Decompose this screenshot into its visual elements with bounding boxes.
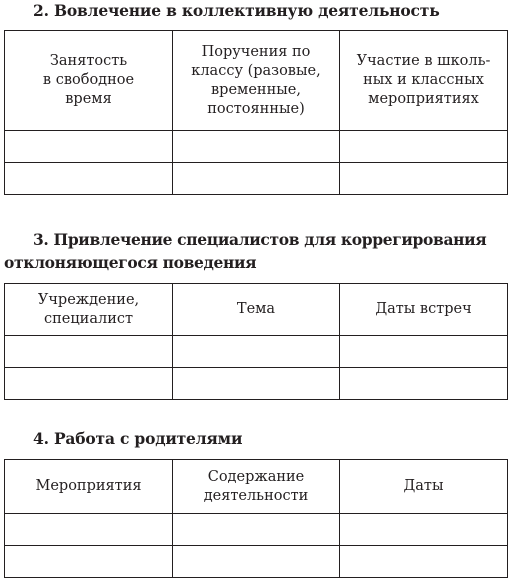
table-cell[interactable] <box>173 131 340 163</box>
table-cell[interactable] <box>5 368 173 400</box>
section-3-heading: 3. Привлечение специалистов для коррегирования отклоняющегося поведения <box>4 230 487 272</box>
column-header-institution: Учреждение, специалист <box>5 284 173 336</box>
column-header-dates: Даты <box>340 460 508 514</box>
table-header-row <box>5 460 508 514</box>
section-4-heading: 4. Работа с родителями <box>33 429 243 448</box>
table-cell[interactable] <box>173 546 340 578</box>
table-cell[interactable] <box>173 514 340 546</box>
table-row <box>5 336 508 368</box>
table-cell[interactable] <box>5 514 173 546</box>
table-cell[interactable] <box>173 336 340 368</box>
column-header-topic: Тема <box>173 284 340 336</box>
table-cell[interactable] <box>5 163 173 195</box>
engagement-table <box>4 30 508 195</box>
column-header-meeting-dates: Даты встреч <box>340 284 508 336</box>
column-header-free-time: Занятость в свободное время <box>5 31 173 131</box>
table-cell[interactable] <box>340 514 508 546</box>
table-row <box>5 368 508 400</box>
table-cell[interactable] <box>173 368 340 400</box>
table-row <box>5 163 508 195</box>
column-header-content: Содержание деятельности <box>173 460 340 514</box>
table-row <box>5 514 508 546</box>
table-header-row <box>5 284 508 336</box>
table-header-row <box>5 31 508 131</box>
specialists-table <box>4 283 508 400</box>
table-cell[interactable] <box>340 368 508 400</box>
table-row <box>5 131 508 163</box>
column-header-activities: Мероприятия <box>5 460 173 514</box>
parents-work-table <box>4 459 508 578</box>
table-cell[interactable] <box>173 163 340 195</box>
column-header-class-assignments: Поручения по классу (разовые, временные, постоянные) <box>173 31 340 131</box>
table-row <box>5 546 508 578</box>
section-2-heading: 2. Вовлечение в коллективную деятельность <box>33 1 440 20</box>
table-cell[interactable] <box>340 546 508 578</box>
table-cell[interactable] <box>5 131 173 163</box>
table-cell[interactable] <box>5 336 173 368</box>
table-cell[interactable] <box>340 163 508 195</box>
column-header-school-events: Участие в школь- ных и классных мероприятиях <box>340 31 508 131</box>
table-cell[interactable] <box>340 336 508 368</box>
table-cell[interactable] <box>5 546 173 578</box>
table-cell[interactable] <box>340 131 508 163</box>
